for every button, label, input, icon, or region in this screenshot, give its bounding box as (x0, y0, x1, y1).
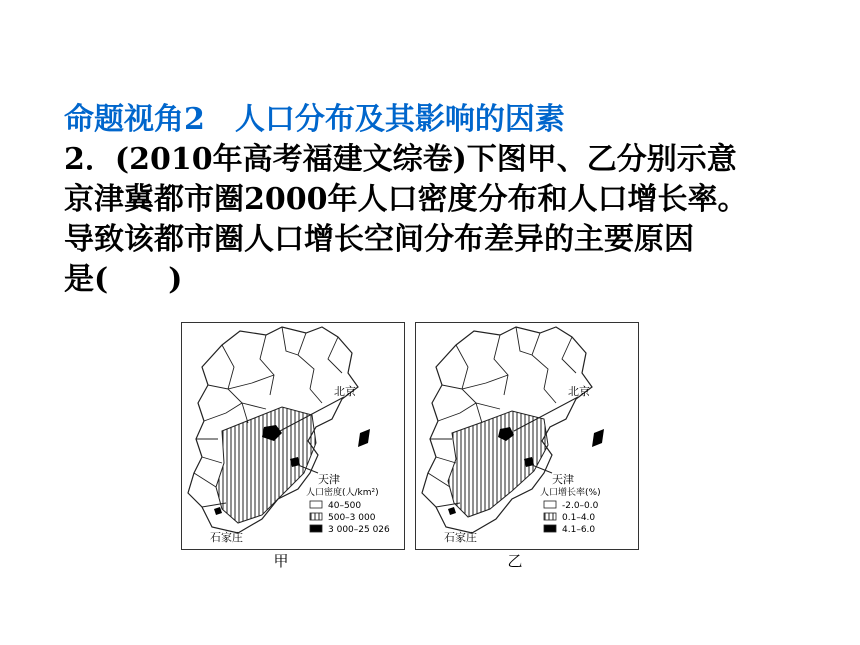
legend-item: 0.1–4.0 (562, 513, 596, 523)
legend-item: 500–3 000 (328, 513, 376, 523)
tianjin-label: 天津 (552, 473, 574, 486)
question-line: 导致该都市圈人口增长空间分布差异的主要原因 (64, 222, 694, 257)
question-line: 是( ) (64, 262, 183, 297)
heading-title: 人口分布及其影响的因素 (234, 102, 565, 137)
legend-title: 人口密度(人/km²) (306, 488, 379, 498)
coastal-city (592, 429, 604, 447)
legend-item: -2.0–0.0 (562, 501, 599, 511)
tianjin-label: 天津 (318, 473, 340, 486)
question-text (64, 140, 844, 300)
shijiazhuang-label: 石家庄 (210, 531, 243, 544)
beijing-label: 北京 (334, 385, 356, 398)
legend-item: 4.1–6.0 (562, 525, 596, 535)
question-line: 2．(2010年高考福建文综卷)下图甲、乙分别示意 (64, 142, 737, 177)
legend-item: 40–500 (328, 501, 362, 511)
legend-swatch-high (544, 525, 556, 532)
map-caption: 乙 (507, 552, 523, 570)
legend-swatch-low (310, 501, 322, 508)
heading-prefix: 命题视角2 (64, 102, 205, 137)
population-density-map (181, 322, 405, 550)
section-heading (64, 100, 565, 140)
shijiazhuang-label: 石家庄 (444, 531, 477, 544)
legend-swatch-mid (544, 513, 556, 520)
legend-title: 人口增长率(%) (540, 488, 601, 498)
legend-swatch-mid (310, 513, 322, 520)
coastal-city (358, 429, 370, 447)
population-growth-map (415, 322, 639, 550)
beijing-label: 北京 (568, 385, 590, 398)
legend-swatch-high (310, 525, 322, 532)
map-caption: 甲 (273, 552, 289, 570)
question-line: 京津冀都市圈2000年人口密度分布和人口增长率。 (64, 182, 748, 217)
legend-item: 3 000–25 026 (328, 525, 390, 535)
legend-swatch-low (544, 501, 556, 508)
